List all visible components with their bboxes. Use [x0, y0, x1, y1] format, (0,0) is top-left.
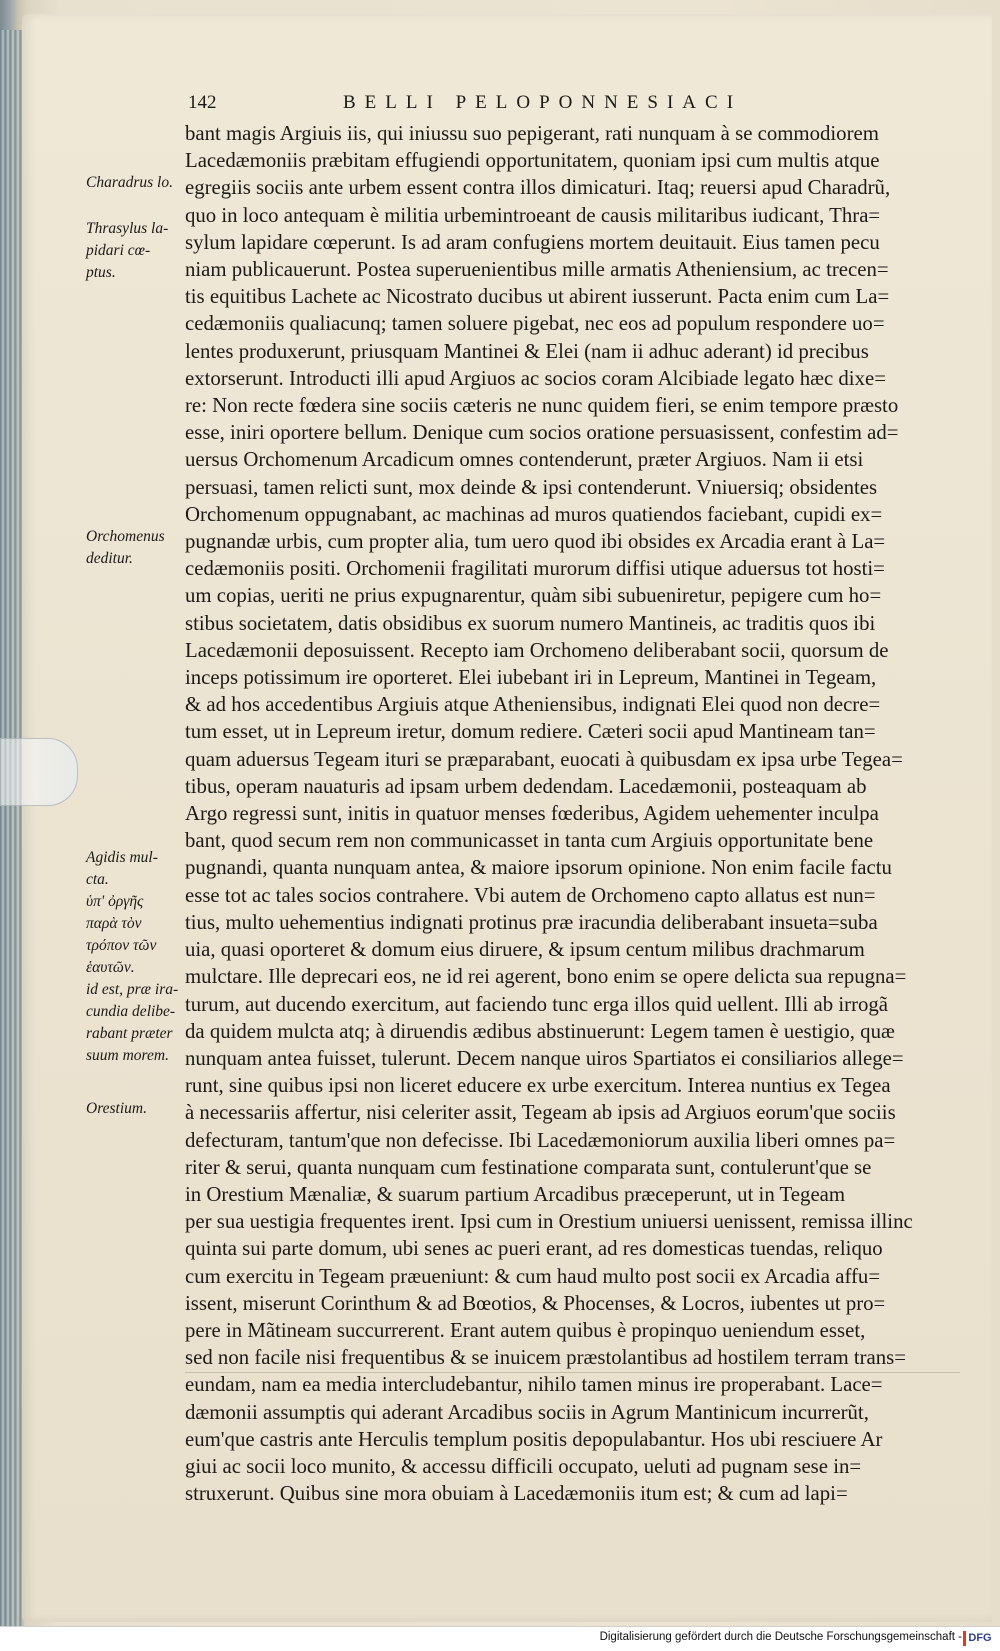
text-line: cum exercitu in Tegeam præueniunt: & cum haud multo post socii ex Arcadia affu=	[185, 1264, 881, 1288]
text-line: eundam, nam ea media intercludebantur, nihilo tamen minus ire properabant. Lace=	[185, 1373, 883, 1397]
margin-note-line: παρὰ τὸν	[86, 915, 142, 932]
text-line: struxerunt. Quibus sine mora obuiam à Lacedæmoniis itum est; & cum ad lapi=	[185, 1482, 848, 1506]
text-line: giui ac socii loco munito, & accessu difficili occupato, ueluti ad pugnam sese in=	[185, 1454, 862, 1478]
page-edge	[0, 30, 24, 1630]
text-line: bant magis Argiuis iis, qui iniussu suo pepigerant, rati nunquam à se commodiorem	[185, 122, 879, 145]
margin-note-line: Orchomenus	[86, 528, 165, 545]
margin-note-line: Thrasylus la-	[86, 220, 169, 237]
text-line: um copias, ueriti ne prius expugnarentur, quàm sibi subueniretur, pepigere cum ho=	[185, 584, 882, 608]
footer	[0, 1626, 1000, 1651]
page-number: 142	[188, 92, 217, 113]
text-line: à necessariis affertur, nisi celeriter assit, Tegeam ab ipsis ad Argiuos eorum'que sociis	[185, 1101, 896, 1125]
text-line: sed non facile nisi frequentibus & se inuicem præstolantibus ad hostilem terram trans=	[185, 1346, 906, 1370]
margin-note-agidis	[86, 847, 186, 1067]
text-line: da quidem mulcta atq; à diruendis ædibus abstinuerunt: Legem tamen è uestigio, quæ	[185, 1019, 895, 1043]
margin-note-orchomenus	[86, 526, 186, 570]
text-bottom-rule	[185, 1372, 960, 1373]
margin-note-line: Orestium.	[86, 1100, 147, 1117]
margin-note-line: Agidis mul-	[86, 849, 158, 866]
text-line: bant, quod secum rem non communicasset in tanta cum Argiuis opportunitate bene	[185, 829, 874, 853]
text-line: per sua uestigia frequentes irent. Ipsi cum in Orestium uniuersi uenissent, remissa illinc	[185, 1210, 913, 1234]
text-line: quinta sui parte domum, ubi senes ac pueri erant, ad res domesticas tuendas, reliquo	[185, 1237, 883, 1261]
margin-note-line: Charadrus lo.	[86, 174, 173, 191]
text-line: persuasi, tamen relicti sunt, mox deinde & ipsi contenderunt. Vniuersiq; obsidentes	[185, 475, 878, 499]
footer-credit: Digitalisierung gefördert durch die Deutsche Forschungsgemeinschaft -	[599, 1631, 962, 1643]
text-line: eum'que castris ante Herculis templum positis depopulabantur. Hos ubi resciuere Ar	[185, 1427, 883, 1451]
text-line: uersus Orchomenum Arcadicum omnes contenderunt, præter Argiuos. Nam ii etsi	[185, 448, 864, 472]
text-line: riter & serui, quanta nunquam cum festinatione comparata sunt, contulerunt'que se	[185, 1155, 872, 1179]
margin-note-thrasylus	[86, 218, 186, 284]
text-line: stibus societatem, datis obsidibus ex suorum numero Mantineis, ac traditis quos ibi	[185, 611, 876, 635]
text-line: cedæmoniis positi. Orchomenii fragilitati murorum diffisi utique aduersus tot hosti=	[185, 557, 885, 581]
margin-note-line: ἑαυτῶν.	[86, 959, 135, 976]
text-line: defecturam, tantum'que non defecisse. Ibi Lacedæmoniorum auxilia liberi omnes pa=	[185, 1128, 896, 1152]
text-line: niam publicauerunt. Postea superuenientibus mille armatis Atheniensium, ac trecen=	[185, 258, 889, 282]
page-clip	[0, 738, 78, 806]
text-line: tius, multo uehementius indignati protinus præ iracundia deliberabant insueta=suba	[185, 910, 878, 934]
text-line: mulctare. Ille deprecari eos, ne id rei agerent, bono enim se opere delicta sua repugna=	[185, 965, 907, 989]
text-line: esse, iniri oportere bellum. Denique cum socios oratione persuasissent, confestim ad=	[185, 421, 899, 445]
page-header	[188, 92, 958, 118]
text-line: in Orestium Mænaliæ, & suarum partium Arcadibus præceperunt, ut in Tegeam	[185, 1182, 846, 1206]
text-line: quo in loco antequam è militia urbemintroeant de causis militaribus iudicant, Thra=	[185, 203, 881, 227]
text-line: esse tot ac tales socios contrahere. Vbi autem de Orchomeno capto allatus est nun=	[185, 883, 876, 907]
text-line: nunquam antea fuisset, tulerunt. Decem nanque uiros Spartiatos ei consiliarios allege=	[185, 1046, 904, 1070]
text-line: Lacedæmonii deposuissent. Recepto iam Orchomeno deliberabant socii, quorsum de	[185, 638, 889, 662]
margin-note-line: cundia delibe-	[86, 1003, 176, 1020]
text-line: sylum lapidare cœperunt. Is ad aram confugiens mortem deuitauit. Eius tamen pecu	[185, 230, 880, 254]
text-line: egregiis sociis ante urbem essent contra illos dimicaturi. Itaq; reuersi apud Charadrũ,	[185, 176, 891, 200]
margin-note-line: rabant præter	[86, 1025, 173, 1042]
text-line: pugnandi, quanta nunquam antea, & maiore ipsorum opinione. Non enim facile factu	[185, 856, 892, 880]
text-line: lentes produxerunt, priusquam Mantinei & Elei (nam ii adhuc aderant) id precibus	[185, 339, 869, 363]
margin-note-line: id est, præ ira-	[86, 981, 179, 998]
text-line: dæmonii assumptis qui aderant Arcadibus sociis in Agrum Mantinicum incurrerũt,	[185, 1400, 869, 1424]
text-line: pere in Mãtineam succurrerent. Erant autem quibus è propinquo ueniendum esset,	[185, 1318, 866, 1342]
margin-note-line: suum morem.	[86, 1047, 169, 1064]
margin-note-line: ptus.	[86, 264, 116, 281]
margin-note-orestium	[86, 1098, 186, 1120]
dfg-logo: DFG	[963, 1631, 994, 1646]
text-line: quam aduersus Tegeam ituri se præparabant, euocati à quibusdam ex ipsa urbe Tegea=	[185, 747, 903, 771]
text-line: pugnandæ urbis, cum propter alia, tum uero quod ibi obsides ex Arcadia erant à La=	[185, 530, 886, 554]
text-line: tum esset, ut in Lepreum iretur, domum rediere. Cæteri socii apud Mantineam tan=	[185, 720, 876, 744]
body-text	[185, 120, 960, 1507]
margin-note-line: ὑπ' ὀργῆς	[86, 893, 144, 910]
margin-note-line: deditur.	[86, 550, 133, 567]
text-line: re: Non recte fœdera sine sociis cæteris ne nunc quidem fieri, se enim tempore præsto	[185, 394, 899, 418]
text-line: & ad hos accedentibus Argiuis atque Atheniensibus, indignati Elei quod non decre=	[185, 693, 881, 717]
text-line: cedæmoniis qualiacunq; tamen soluere pigebat, nec eos ad populum respondere uo=	[185, 312, 885, 336]
text-line: extorserunt. Introducti illi apud Argiuos ac socios coram Alcibiade legato hæc dixe=	[185, 366, 886, 390]
running-head: BELLI PELOPONNESIACI	[343, 92, 743, 113]
text-line: issent, miserunt Corinthum & ad Bœotios, & Phocenses, & Locros, iubentes ut pro=	[185, 1291, 886, 1315]
margin-note-line: pidari cœ-	[86, 242, 151, 259]
margin-note-charadrus	[86, 172, 186, 194]
text-line: tis equitibus Lachete ac Nicostrato ducibus ut abirent iusserunt. Pacta enim cum La=	[185, 285, 890, 309]
text-line: Argo regressi sunt, initis in quatuor menses fœderibus, Agidem uehementer inculpa	[185, 802, 879, 826]
text-line: tibus, operam nauaturis ad ipsam urbem dedendam. Lacedæmonii, posteaquam ab	[185, 774, 867, 798]
text-line: Lacedæmoniis præbitam effugiendi opportunitatem, quoniam ipsi cum multis atque	[185, 149, 880, 173]
margin-note-line: τρόπον τῶν	[86, 937, 157, 954]
text-line: inceps potissimum ire oporteret. Elei iubebant iri in Lepreum, Mantinei in Tegeam,	[185, 666, 877, 690]
text-line: runt, sine quibus ipsi non liceret educere ex urbe exercitum. Interea nuntius ex Tegea	[185, 1074, 891, 1098]
margin-note-line: cta.	[86, 871, 109, 888]
text-line: uia, quasi oporteret & domum eius diruere, & ipsum centum milibus drachmarum	[185, 938, 865, 962]
text-line: turum, aut ducendo exercitum, aut faciendo tunc erga illos quid uellent. Illi ab irrogã	[185, 992, 889, 1016]
text-line: Orchomenum oppugnabant, ac machinas ad muros quatiendos faciebant, cupidi ex=	[185, 502, 883, 526]
